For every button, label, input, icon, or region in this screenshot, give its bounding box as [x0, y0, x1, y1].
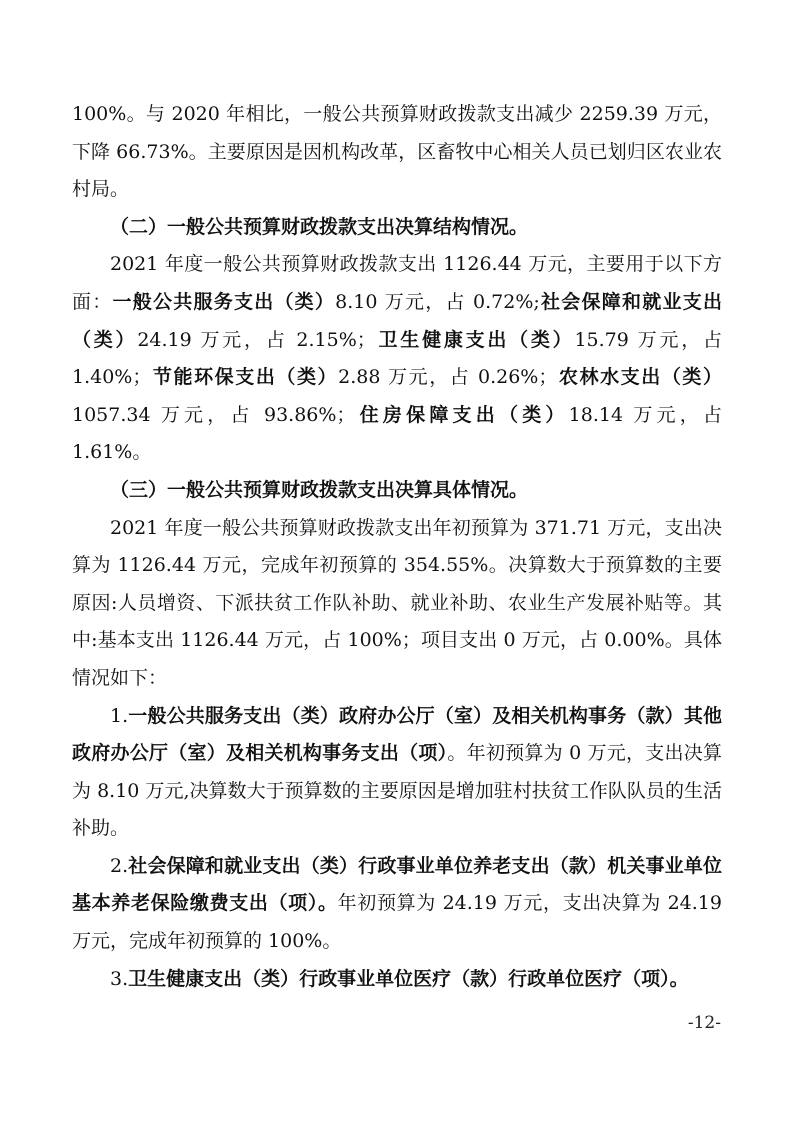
list-item-1-title: 一般公共服务支出（类）政府办公厅（室）及相关机构事务（款）其他政府办公厅（室）及相关机构事务支出（项）: [72, 704, 722, 765]
list-item-3-number: 3.: [110, 967, 129, 990]
list-item-2-punct: 。: [317, 892, 338, 915]
category-value-6: 18.14 万元，占 1.61%。: [72, 403, 722, 464]
category-value-4: 2.88 万元，占 0.26%；: [338, 366, 558, 389]
category-label-2: 社会保障和就业支出（类）: [72, 290, 722, 351]
category-value-5: 1057.34 万元，占 93.86%；: [72, 403, 356, 426]
page-number: -12-: [687, 1013, 721, 1033]
list-item-2-title: 社会保障和就业支出（类）行政事业单位养老支出（款）机关事业单位基本养老保险缴费支出（项）: [72, 854, 722, 915]
document-body: [72, 96, 722, 998]
list-item-2: [72, 848, 722, 961]
structure-intro: 2021 年度一般公共预算财政拨款支出 1126.44 万元，主要用于以下方面：: [72, 253, 722, 313]
section-heading-3: （三）一般公共预算财政拨款支出决算具体情况。: [110, 478, 529, 501]
category-value-1: 8.10 万元，占 0.72%;: [335, 290, 540, 313]
category-value-2: 24.19 万元，占 2.15%；: [137, 328, 376, 351]
paragraph-details: 2021 年度一般公共预算财政拨款支出年初预算为 371.71 万元，支出决算为 1126.44 万元，完成年初预算的 354.55%。决算数大于预算数的主要原因:人员增资、下派扶贫工作队补助、就业补助、农业生产发展补贴等。其中:基本支出 1126.44 万元，占 100%；项目支出 0 万元，占 0.00%。具体情况如下：: [72, 516, 722, 689]
paragraph-structure: [72, 246, 722, 472]
list-item-3: [72, 961, 722, 999]
list-item-3-title: 卫生健康支出（类）行政事业单位医疗（款）行政单位医疗（项）。: [128, 967, 689, 990]
list-item-1: [72, 698, 722, 848]
category-label-5: 农林水支出（类）: [557, 366, 722, 389]
list-item-1-text: 。年初预算为 0 万元，支出决算为 8.10 万元,决算数大于预算数的主要原因是增加驻村扶贫工作队队员的生活补助。: [72, 742, 722, 840]
section-heading-2: （二）一般公共预算财政拨款支出决算结构情况。: [110, 215, 529, 238]
list-item-2-number: 2.: [110, 854, 129, 877]
category-label-3: 卫生健康支出（类）: [375, 328, 575, 351]
category-label-6: 住房保障支出（类）: [355, 403, 569, 426]
category-value-3: 15.79 万元，占 1.40%；: [72, 328, 722, 389]
list-item-2-text: 年初预算为 24.19 万元，支出决算为 24.19 万元，完成年初预算的 100%。: [72, 892, 722, 953]
category-label-4: 节能环保支出（类）: [151, 366, 339, 389]
paragraph-continuation: 100%。与 2020 年相比，一般公共预算财政拨款支出减少 2259.39 万元，下降 66.73%。主要原因是因机构改革，区畜牧中心相关人员已划归区农业农村局。: [72, 103, 722, 201]
category-label-1: 一般公共服务支出（类）: [112, 290, 336, 313]
list-item-1-number: 1.: [110, 704, 129, 727]
